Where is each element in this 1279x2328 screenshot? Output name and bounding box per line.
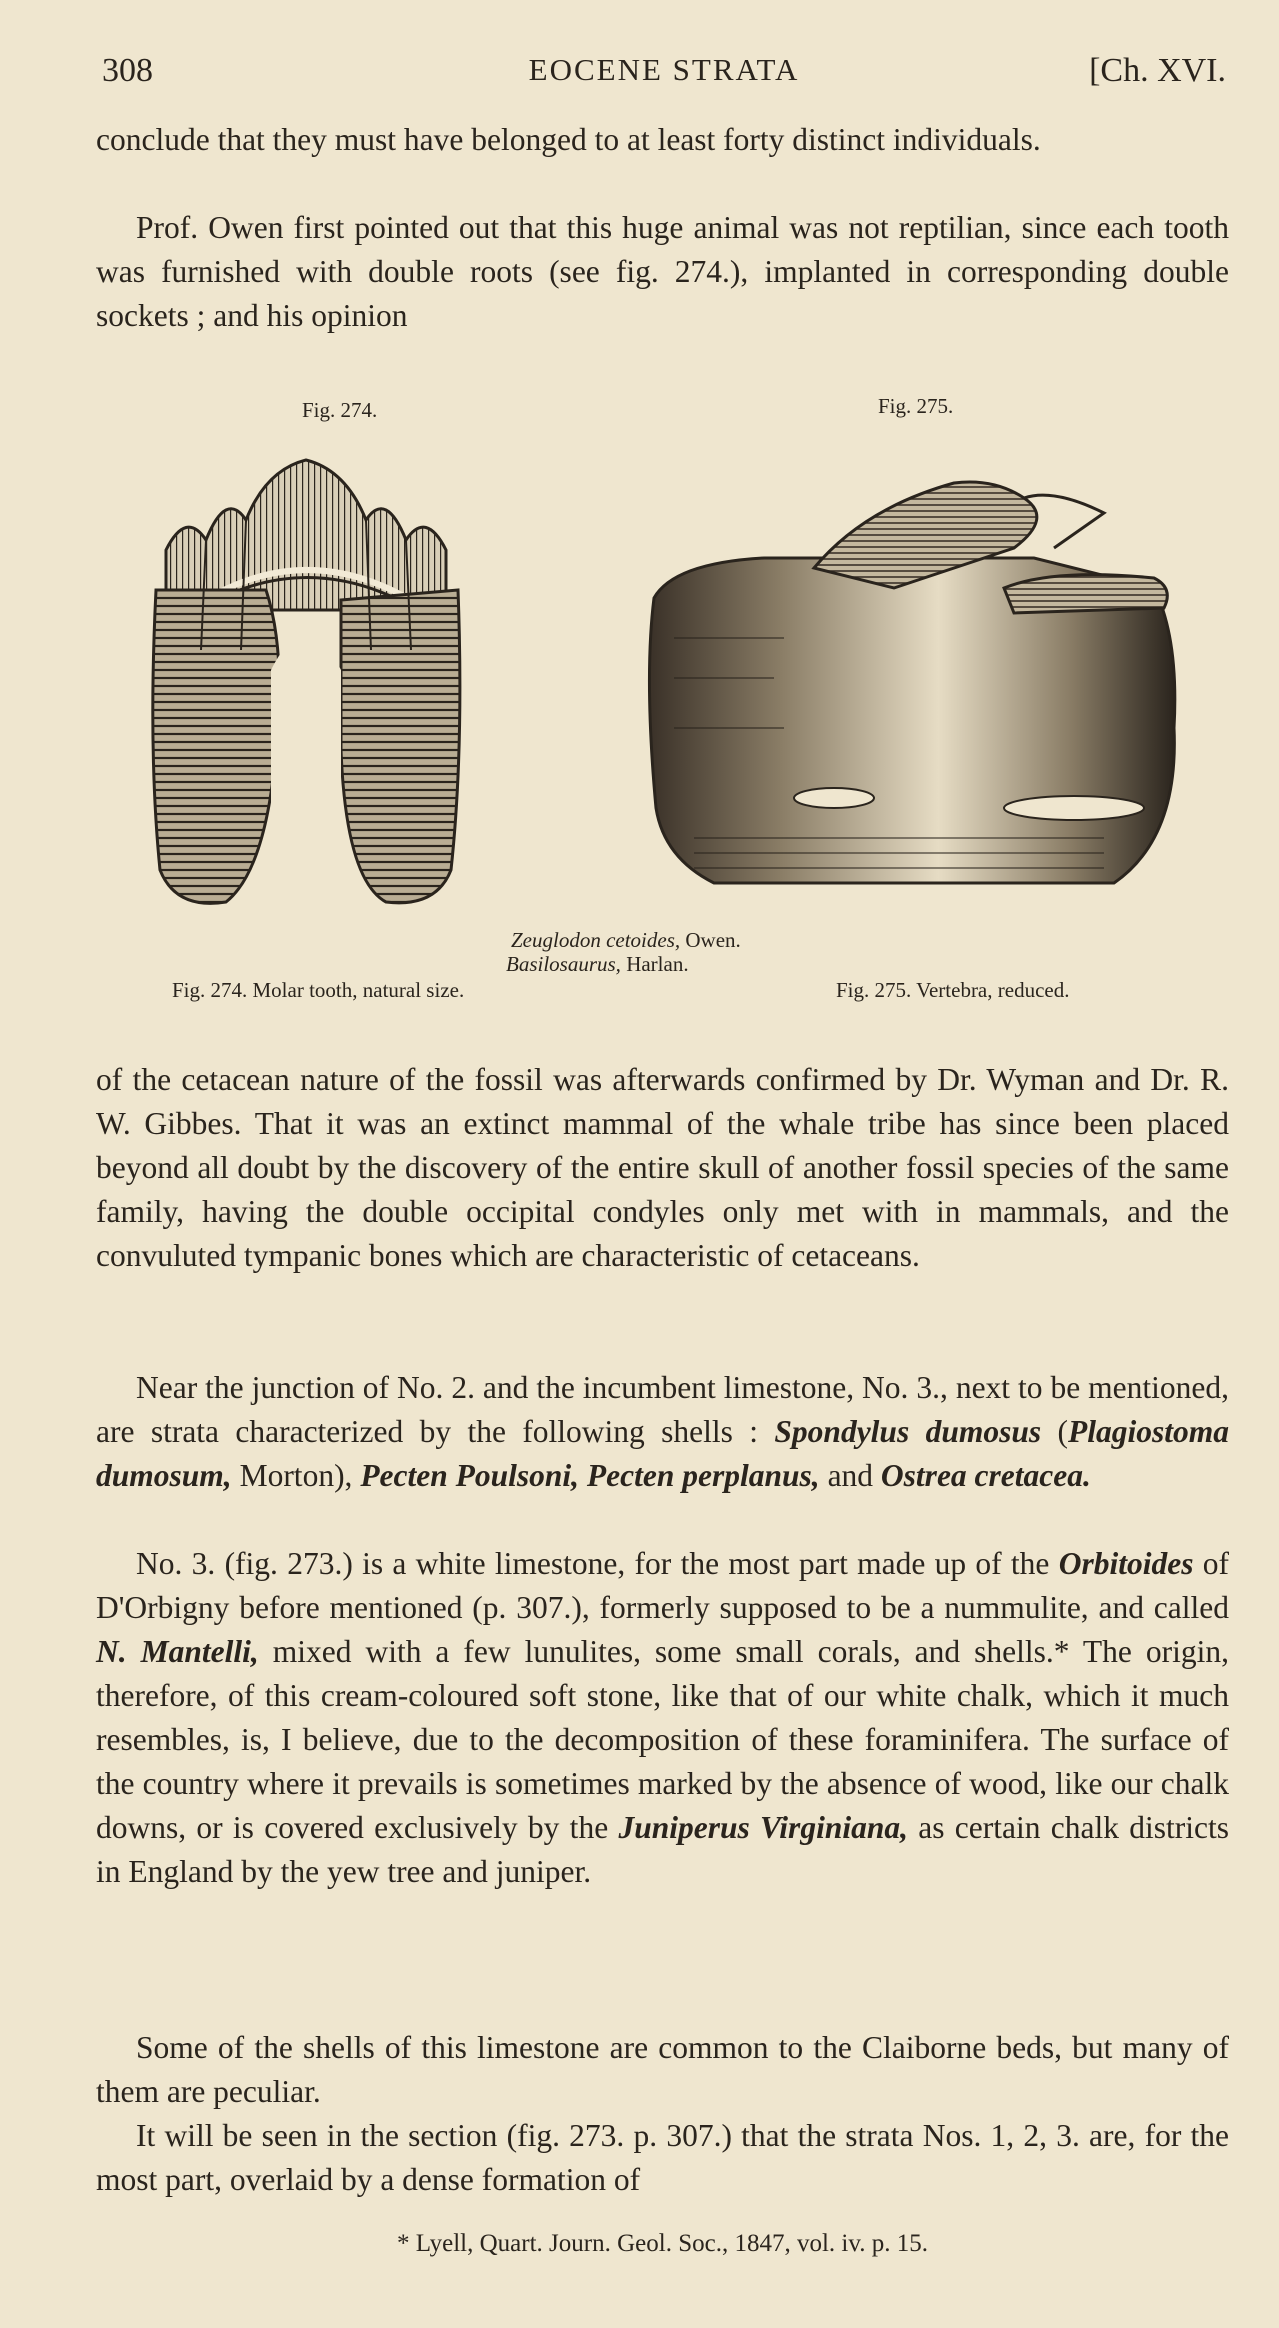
species-line-1 [511,928,741,953]
chapter-label: [Ch. XVI. [1089,52,1226,89]
species-ostrea: Ostrea cretacea. [880,1458,1091,1493]
book-page [96,0,1236,2328]
species-spondylus: Spondylus dumosus [774,1414,1042,1449]
species-author-1: Owen. [680,928,741,952]
paragraph-3: of the cetacean nature of the fossil was afterwards confirmed by Dr. Wyman and Dr. R. W. Gibbes. That it was an extinct mammal of the whale tribe has since been placed beyond all doubt by the discovery of the entire skull of another fossil species of the same family, having the double occipital condyles only met with in mammals, and the convuluted tympanic bones which are characteristic of cetaceans. [96,1062,1229,1273]
paragraph-4 [96,1366,1229,1498]
footnote: * Lyell, Quart. Journ. Geol. Soc., 1847, vol. iv. p. 15. [397,2230,928,2257]
species-name-2: Basilosaurus, [506,952,621,976]
species-pecten: Pecten Poulsoni, Pecten perplanus, [360,1458,820,1493]
paragraph-7: It will be seen in the section (fig. 273. p. 307.) that the strata Nos. 1, 2, 3. are, for the most part, overlaid by a dense formation of [96,2118,1229,2197]
p5-text-b: of D'Orbigny before mentioned (p. 307.), formerly supposed to be a nummulite, and called [96,1546,1229,1625]
p5-text-d: as certain chalk districts in England by the yew tree and juniper. [96,1810,1229,1889]
vertebra-illustration [634,478,1194,898]
species-mantelli: N. Mantelli, [96,1634,259,1669]
fig-274-label: Fig. 274. [302,398,378,422]
running-title: EOCENE STRATA [528,52,800,87]
paragraph-1: conclude that they must have belonged to at least forty distinct individuals. [96,122,1041,157]
p5-text-a: No. 3. (fig. 273.) is a white limestone, for the most part made up of the [136,1546,1059,1581]
caption-fig-274: Fig. 274. Molar tooth, natural size. [172,978,465,1002]
page-number: 308 [102,52,153,89]
paragraph-2: Prof. Owen first pointed out that this huge animal was not reptilian, since each tooth was furnished with double roots (see fig. 274.), implanted in corresponding double sockets ; and his opinion [96,210,1229,333]
p5-text-c: mixed with a few lunulites, some small corals, and shells.* The origin, therefore, of this cream-coloured soft stone, like that of our white chalk, which it much resembles, is, I believe, due to the decomposition of these foraminifera. The surface of the country where it prevails is sometimes marked by the absence of wood, like our chalk downs, or is covered exclusively by the [96,1634,1230,1845]
species-line-2 [506,952,689,977]
species-name-1: Zeuglodon cetoides, [511,928,681,952]
p4-text-c: Morton), [231,1458,361,1493]
caption-fig-275: Fig. 275. Vertebra, reduced. [836,978,1070,1002]
fig-275-label: Fig. 275. [878,394,954,418]
p4-text-d: and [819,1458,881,1493]
p4-text-a: Near the junction of No. 2. and the incumbent limestone, No. 3., next to be mentioned, are strata characterized by the following shells : [96,1370,1229,1449]
running-header [102,52,1226,102]
paragraph-5 [96,1542,1229,1894]
p4-text-b: ( [1041,1414,1068,1449]
species-plagiostoma: Plagiostoma dumosum, [96,1414,1229,1493]
species-author-2: Harlan. [620,952,689,976]
species-juniperus: Juniperus Virginiana, [618,1810,908,1845]
genus-orbitoides: Orbitoides [1058,1546,1194,1581]
molar-tooth-illustration [146,450,466,910]
paragraph-6: Some of the shells of this limestone are common to the Claiborne beds, but many of them are peculiar. [96,2030,1229,2109]
